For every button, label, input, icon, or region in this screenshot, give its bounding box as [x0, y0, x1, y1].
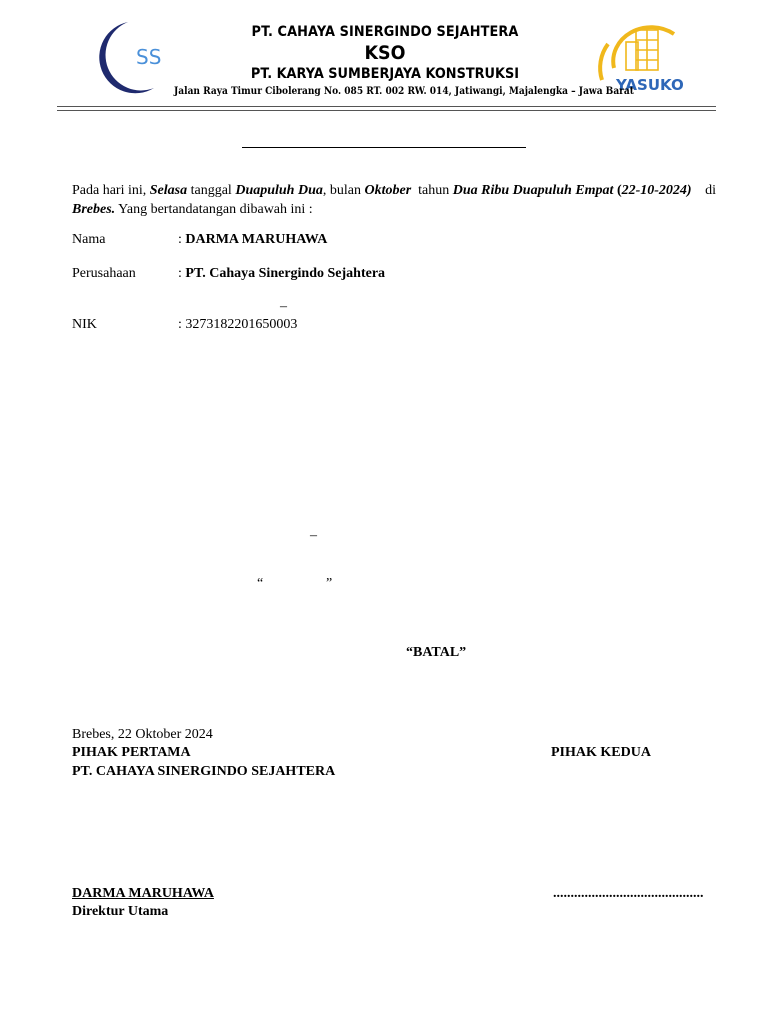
- intro-text: Yang bertandatangan dibawah ini :: [115, 202, 313, 217]
- place-date: Brebes, 22 Oktober 2024: [72, 727, 213, 742]
- intro-paragraph: [72, 181, 716, 219]
- field-separator: :: [178, 266, 186, 281]
- letterhead-company-2: PT. KARYA SUMBERJAYA KONSTRUKSI: [250, 66, 520, 82]
- intro-date-words: Duapuluh Dua: [235, 183, 323, 198]
- intro-text: tahun: [411, 183, 453, 198]
- party-1-company: PT. CAHAYA SINERGINDO SEJAHTERA: [72, 764, 336, 779]
- intro-text: (: [613, 183, 622, 198]
- perusahaan-row: [178, 266, 385, 282]
- perusahaan-value: PT. Cahaya Sinergindo Sejahtera: [185, 266, 386, 281]
- perusahaan-label: Perusahaan: [72, 266, 136, 281]
- letterhead-kso: KSO: [364, 42, 406, 64]
- party-2-label: PIHAK KEDUA: [551, 745, 651, 760]
- logo-right-text: YASUKO: [616, 76, 684, 94]
- nik-value: 3273182201650003: [185, 317, 298, 332]
- logo-left-text: SS: [136, 45, 162, 69]
- batal-text: “BATAL”: [406, 645, 467, 660]
- signer-1-name: DARMA MARUHAWA: [72, 886, 214, 901]
- dash-mark: –: [280, 299, 287, 314]
- intro-line-2: [72, 200, 716, 219]
- building-icon: [626, 30, 658, 70]
- company-logo-left: [84, 20, 168, 94]
- intro-text: , bulan: [322, 183, 365, 198]
- title-underline: [242, 147, 526, 148]
- intro-text: tanggal: [187, 183, 236, 198]
- party-1-label: PIHAK PERTAMA: [72, 745, 191, 760]
- intro-text: Pada hari ini,: [72, 183, 150, 198]
- dash-mark: –: [310, 528, 317, 543]
- field-separator: :: [178, 317, 186, 332]
- open-quote-mark: “: [257, 576, 264, 591]
- swoosh-icon: [613, 27, 674, 68]
- intro-text: di: [705, 183, 716, 198]
- intro-year-words: Dua Ribu Duapuluh Empat: [452, 183, 614, 198]
- close-quote-mark: ”: [326, 576, 333, 591]
- signer-1-title: Direktur Utama: [72, 904, 169, 919]
- nik-row: [178, 317, 297, 333]
- letterhead-company-1: PT. CAHAYA SINERGINDO SEJAHTERA: [251, 24, 519, 40]
- field-separator: :: [178, 232, 186, 247]
- intro-line-1: [72, 181, 716, 200]
- intro-date-numeric: 22-10-2024): [621, 183, 692, 198]
- nama-row: [178, 232, 327, 248]
- nama-label: Nama: [72, 232, 106, 247]
- nama-value: DARMA MARUHAWA: [185, 232, 328, 247]
- signer-2-blank: ...........................................: [553, 886, 704, 901]
- letterhead-address: Jalan Raya Timur Cibolerang No. 085 RT. 002 RW. 014, Jatiwangi, Majalengka – Jawa Barat: [174, 85, 634, 97]
- header-divider-top: [57, 106, 716, 107]
- intro-month: Oktober: [364, 183, 412, 198]
- header-divider-bottom: [57, 110, 716, 111]
- nik-label: NIK: [72, 317, 97, 332]
- intro-day: Selasa: [149, 183, 188, 198]
- intro-place: Brebes.: [72, 202, 116, 217]
